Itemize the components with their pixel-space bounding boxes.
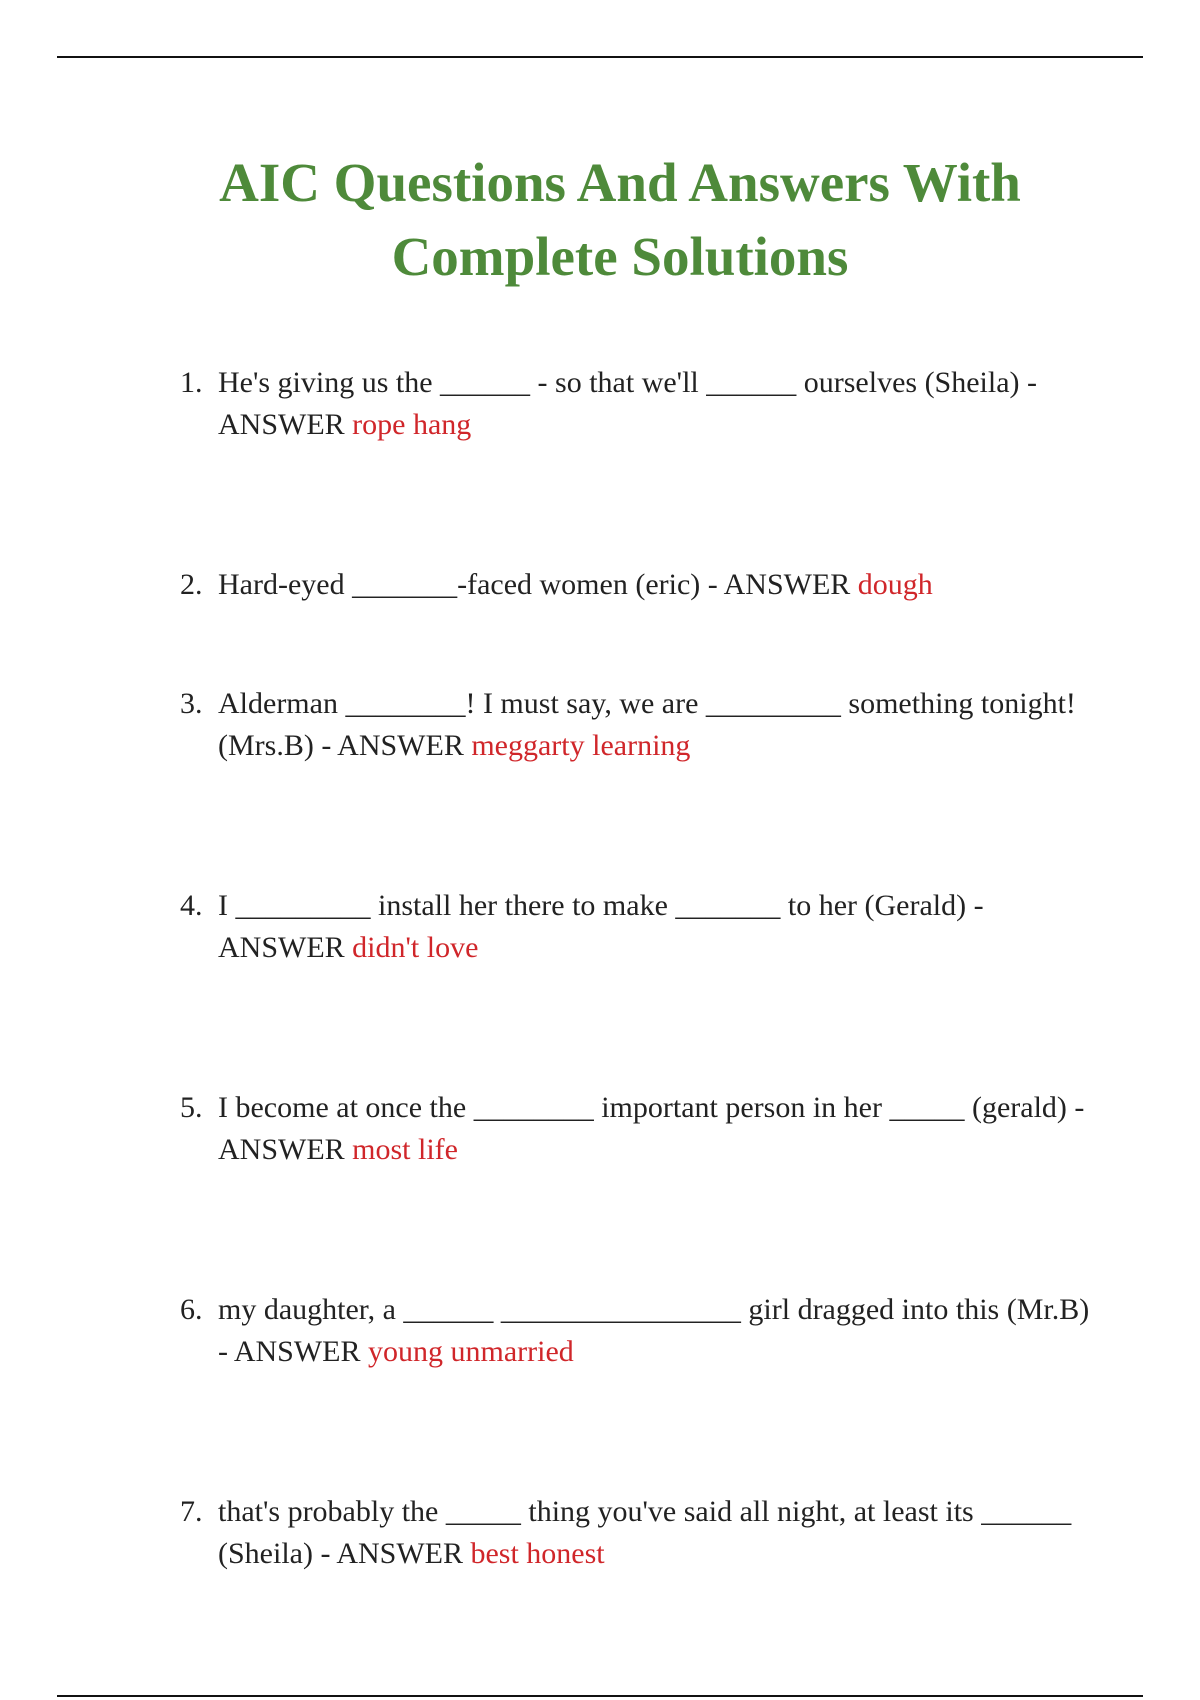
bottom-rule (57, 1695, 1143, 1697)
question-item (180, 1491, 1100, 1575)
answer-text: rope hang (352, 408, 472, 441)
answer-label: ANSWER (233, 1335, 361, 1368)
question-number: 7. (180, 1495, 203, 1528)
answer-label: ANSWER (218, 1133, 345, 1166)
answer-label: ANSWER (218, 408, 345, 441)
question-text: He's giving us the ______ - so that we'll ______ ourselves (Sheila) - (218, 366, 1038, 399)
question-item (180, 885, 1100, 969)
question-number: 4. (180, 889, 203, 922)
document-title: AIC Questions And Answers With Complete Solutions (219, 152, 1021, 287)
question-number: 2. (180, 568, 203, 601)
question-item (180, 683, 1100, 767)
question-list (180, 362, 1100, 1693)
question-number: 3. (180, 687, 203, 720)
question-text: Hard-eyed _______-faced women (eric) - (218, 568, 724, 601)
question-text: my daughter, a ______ ________________ girl dragged into this (Mr.B) - (218, 1293, 1090, 1368)
answer-text: meggarty learning (471, 729, 691, 762)
question-text: that's probably the _____ thing you've said all night, at least its ______ (Sheila) - (218, 1495, 1072, 1570)
answer-text: best honest (470, 1537, 605, 1570)
answer-label: ANSWER (218, 931, 345, 964)
question-item (180, 564, 1100, 606)
question-number: 1. (180, 366, 203, 399)
answer-label: ANSWER (723, 568, 851, 601)
answer-label: ANSWER (337, 729, 464, 762)
question-number: 5. (180, 1091, 203, 1124)
answer-text: young unmarried (368, 1335, 574, 1368)
answer-text: dough (857, 568, 933, 601)
question-item (180, 362, 1100, 446)
top-rule (57, 56, 1143, 58)
question-number: 6. (180, 1293, 203, 1326)
question-item (180, 1289, 1100, 1373)
answer-text: most life (352, 1133, 458, 1166)
question-text: I _________ install her there to make _______ to her (Gerald) - (218, 889, 984, 922)
answer-text: didn't love (352, 931, 479, 964)
question-item (180, 1087, 1100, 1171)
question-text: Alderman ________! I must say, we are _________ something tonight! (Mrs.B) - (218, 687, 1076, 762)
question-text: I become at once the ________ important person in her _____ (gerald) - (218, 1091, 1085, 1124)
answer-label: ANSWER (336, 1537, 463, 1570)
